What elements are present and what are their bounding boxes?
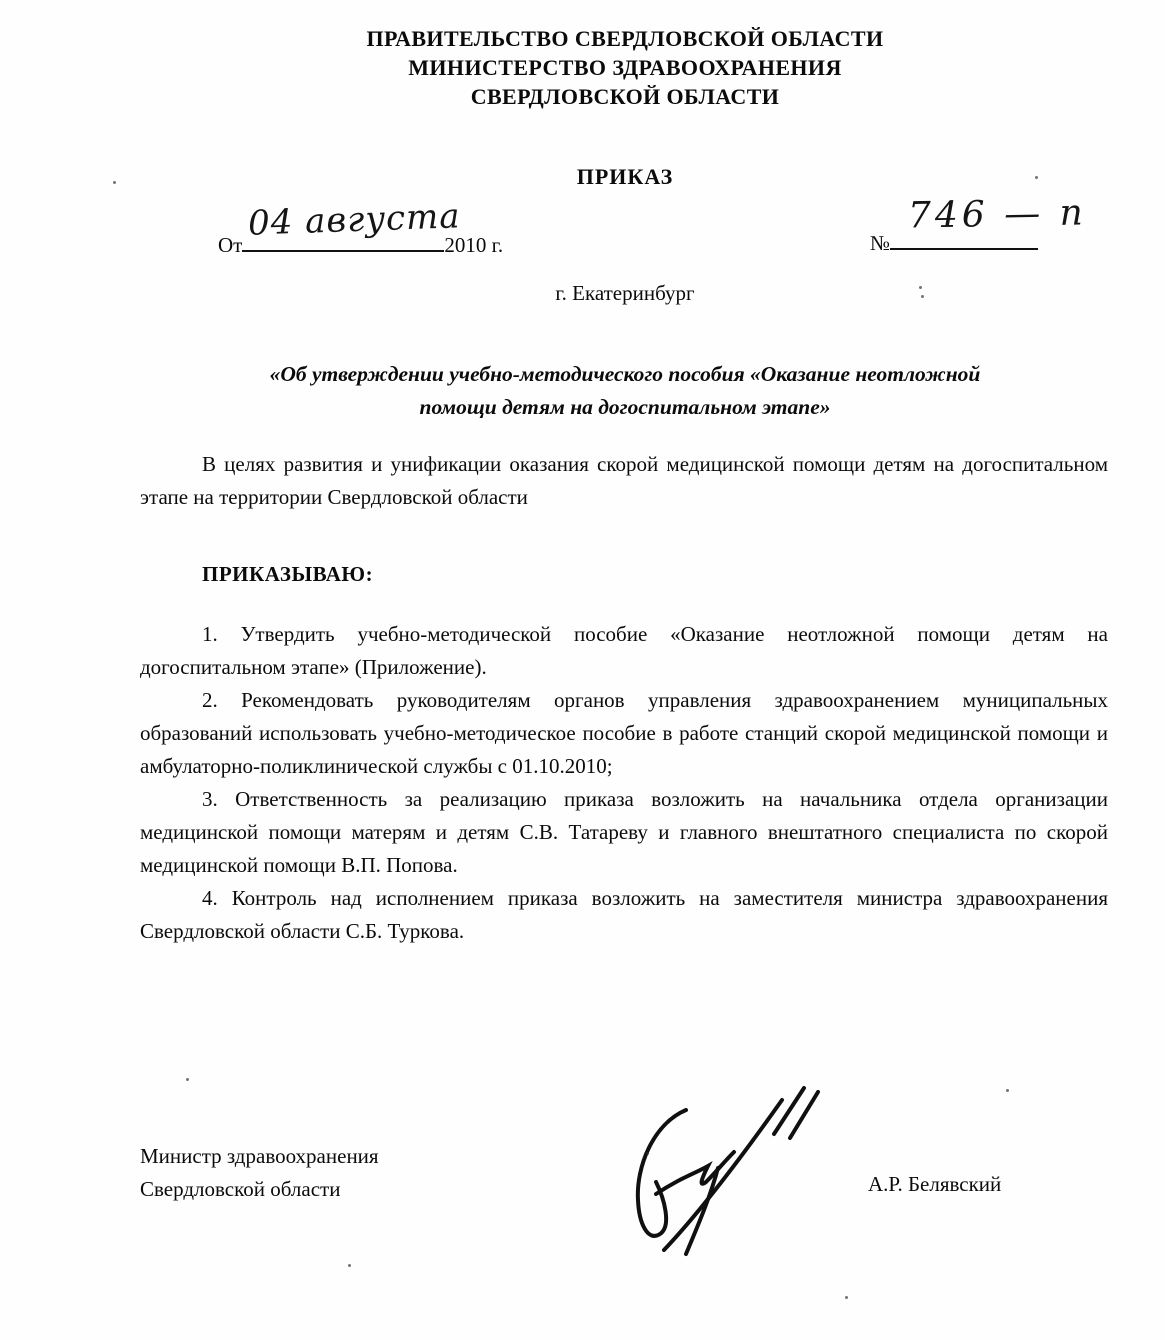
signature-post-block (140, 1140, 379, 1206)
scan-speck (1006, 1089, 1009, 1092)
number-blank-line (890, 192, 1088, 250)
order-item-1: 1. Утвердить учебно-методической пособие «Оказание неотложной помощи детям на догоспитальном этапе» (Приложение). (140, 622, 1108, 679)
scan-speck (921, 295, 924, 298)
command-word: ПРИКАЗЫВАЮ: (202, 562, 374, 586)
order-items (140, 618, 1108, 948)
number-label: № (870, 231, 891, 255)
signature-name: А.Р. Белявский (868, 1172, 1002, 1196)
number-group (870, 192, 1088, 256)
scan-speck (186, 1078, 189, 1081)
document-letterhead (140, 24, 1110, 111)
signature-post-line1: Министр здравоохранения (140, 1144, 379, 1168)
handwritten-number: 746 — п (907, 192, 1088, 237)
signature-post-line2: Свердловской области (140, 1177, 341, 1201)
scan-speck (845, 1296, 848, 1299)
date-blank-line (242, 196, 462, 252)
order-heading: ПРИКАЗ (576, 164, 674, 189)
order-item-2: 2. Рекомендовать руководителям органов управления здравоохранением муниципальных образований использовать учебно-методическое пособие в работе станций скорой медицинской помощи и амбулаторно-поликлинической службы с 01.10.2010; (140, 688, 1108, 778)
order-subject-line2: помощи детям на догоспитальном этапе» (419, 395, 831, 419)
year-suffix: 2010 г. (444, 233, 504, 257)
minister-signature-icon (598, 1082, 848, 1262)
letterhead-line-region: СВЕРДЛОВСКОЙ ОБЛАСТИ (470, 84, 780, 109)
preamble-paragraph: В целях развития и унификации оказания скорой медицинской помощи детям на догоспитальном этапе на территории Свердловской области (140, 452, 1108, 509)
letterhead-line-government: ПРАВИТЕЛЬСТВО СВЕРДЛОВСКОЙ ОБЛАСТИ (366, 26, 884, 51)
scan-speck (919, 286, 922, 289)
scan-speck (1035, 176, 1038, 179)
handwritten-date: 04 августа (247, 196, 462, 244)
city-line: г. Екатеринбург (555, 281, 695, 305)
order-item-4: 4. Контроль над исполнением приказа возложить на заместителя министра здравоохранения Свердловской области С.Б. Туркова. (140, 886, 1108, 943)
date-group (218, 196, 504, 258)
order-subject-line1: «Об утверждении учебно-методического пособия «Оказание неотложной (269, 362, 981, 386)
order-subject (140, 358, 1110, 424)
scan-speck (348, 1264, 351, 1267)
from-label: От (218, 233, 243, 257)
letterhead-line-ministry: МИНИСТЕРСТВО ЗДРАВООХРАНЕНИЯ (408, 55, 842, 80)
scan-speck (646, 1152, 649, 1155)
scan-speck (113, 181, 116, 184)
order-item-3: 3. Ответственность за реализацию приказа возложить на начальника отдела организации медицинской помощи матерям и детям С.В. Татареву и главного внештатного специалиста по скорой медицинской помощи В.П. Попова. (140, 787, 1108, 877)
